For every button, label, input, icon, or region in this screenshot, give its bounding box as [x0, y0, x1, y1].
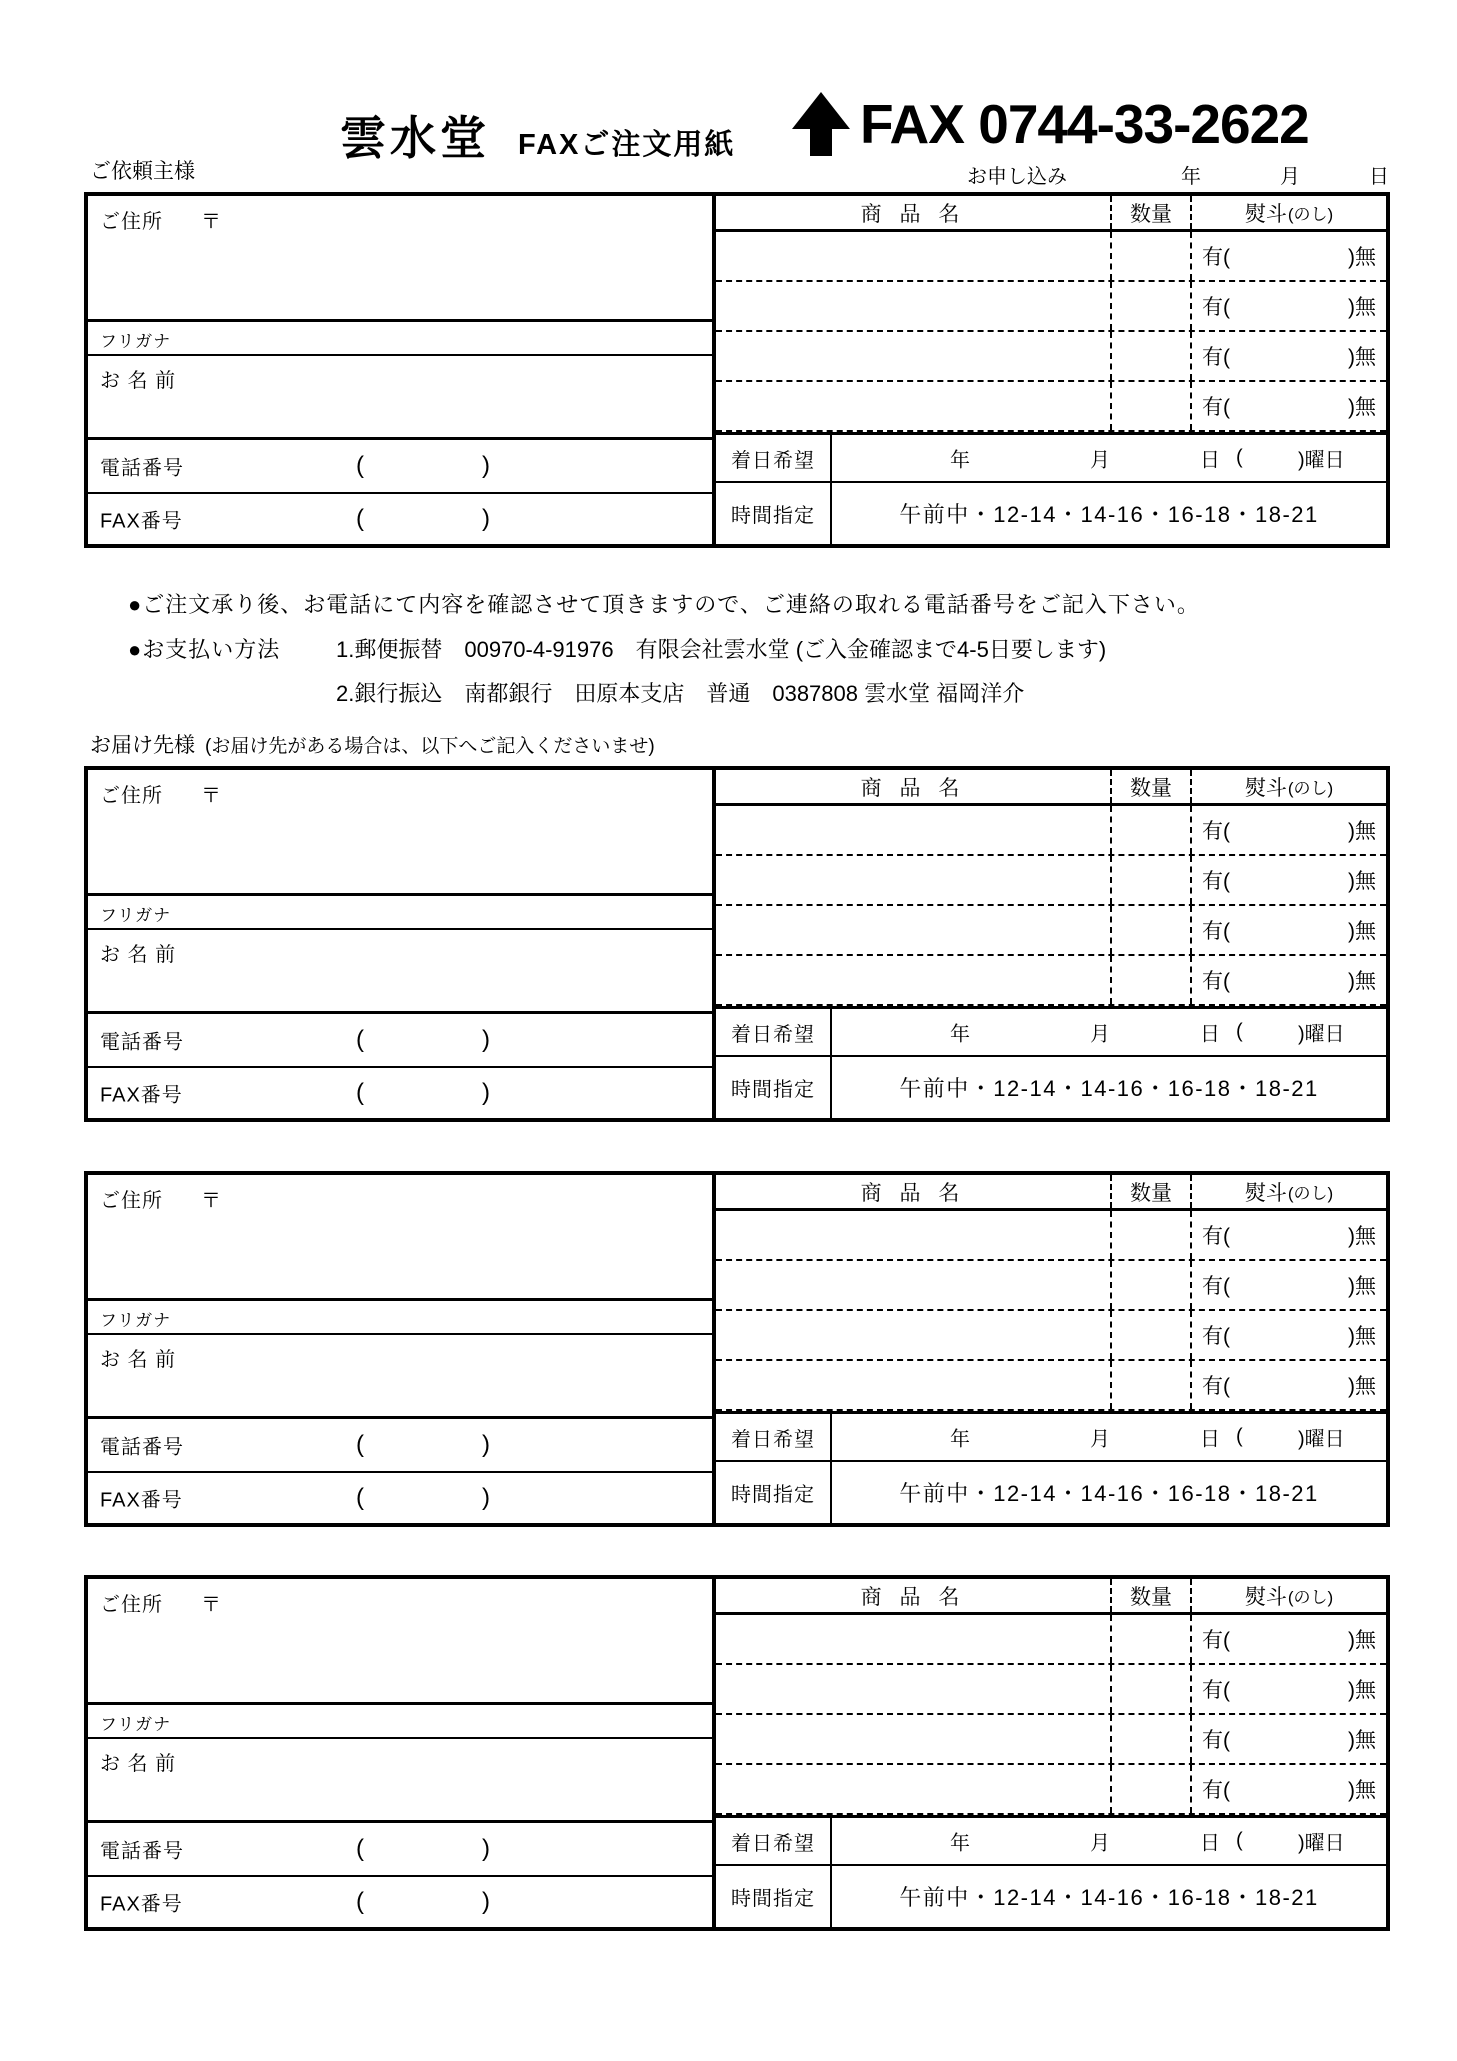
product-row [716, 1615, 1386, 1665]
arrival-month-unit: 月 [1090, 1832, 1110, 1855]
arrival-date-row [716, 1006, 1386, 1057]
product-row [716, 856, 1386, 906]
requester-section-label: ご依頼主様 [90, 160, 195, 183]
product-row [716, 1715, 1386, 1765]
noshi-yes-label: 有( [1202, 346, 1230, 369]
noshi-option-cell[interactable] [1192, 1261, 1386, 1309]
noshi-yes-label: 有( [1202, 1629, 1230, 1652]
customer-info-column [88, 1579, 712, 1927]
noshi-option-cell[interactable] [1192, 956, 1386, 1004]
fax-paren-close: ) [482, 505, 490, 532]
fax-cell[interactable] [88, 1068, 712, 1118]
product-name-cell[interactable] [716, 1261, 1112, 1309]
quantity-cell[interactable] [1112, 1715, 1192, 1763]
time-slot-row [716, 1462, 1386, 1523]
weekday-unit: )曜日 [1298, 1023, 1345, 1046]
weekday-paren-open: ( [1236, 1425, 1243, 1448]
address-cell[interactable] [88, 1579, 712, 1705]
product-row [716, 332, 1386, 382]
product-row [716, 1665, 1386, 1715]
product-name-cell[interactable] [716, 1615, 1112, 1663]
noshi-no-label: )無 [1348, 296, 1376, 319]
phone-label: 電話番号 [100, 457, 184, 480]
fax-label: FAX番号 [100, 1489, 183, 1512]
recipient-section-label: お届け先様 [90, 734, 195, 757]
product-row [716, 282, 1386, 332]
product-name-cell[interactable] [716, 806, 1112, 854]
fax-paren-open: ( [356, 1484, 364, 1511]
arrow-stem [810, 129, 832, 156]
weekday-unit: )曜日 [1298, 449, 1345, 472]
time-slot-label: 時間指定 [716, 1866, 832, 1927]
furigana-cell[interactable] [88, 1705, 712, 1739]
phone-paren-open: ( [356, 1431, 364, 1458]
fax-paren-close: ) [482, 1888, 490, 1915]
product-name-cell[interactable] [716, 1715, 1112, 1763]
product-row [716, 906, 1386, 956]
recipient-section-note: (お届け先がある場合は、以下へご記入くださいませ) [205, 736, 655, 757]
order-detail-column [712, 770, 1386, 1118]
postal-code-mark: 〒 [201, 1190, 221, 1212]
recipient-order-table-3 [84, 1575, 1390, 1931]
address-label: ご住所 [100, 1190, 163, 1212]
noshi-yes-label: 有( [1202, 246, 1230, 269]
product-row [716, 382, 1386, 432]
noshi-yes-label: 有( [1202, 970, 1230, 993]
product-name-cell[interactable] [716, 906, 1112, 954]
noshi-yes-label: 有( [1202, 920, 1230, 943]
phone-label: 電話番号 [100, 1436, 184, 1459]
noshi-option-cell[interactable] [1192, 1361, 1386, 1409]
quantity-cell[interactable] [1112, 1311, 1192, 1359]
noshi-option-cell[interactable] [1192, 332, 1386, 380]
name-cell[interactable] [88, 356, 712, 440]
confirmation-note: ●ご注文承り後、お電話にて内容を確認させて頂きますので、ご連絡の取れる電話番号をご記入下さい。 [128, 592, 1200, 617]
order-form-table [84, 192, 1390, 548]
product-name-cell[interactable] [716, 1311, 1112, 1359]
address-label: ご住所 [100, 211, 163, 233]
quantity-header: 数量 [1112, 196, 1192, 229]
quantity-header: 数量 [1112, 770, 1192, 803]
recipient-order-table-2 [84, 1171, 1390, 1527]
arrival-date-label: 着日希望 [716, 1009, 832, 1055]
product-name-cell[interactable] [716, 332, 1112, 380]
noshi-no-label: )無 [1348, 1275, 1376, 1298]
fax-number: FAX 0744-33-2622 [860, 93, 1309, 155]
product-name-cell[interactable] [716, 1665, 1112, 1713]
noshi-option-cell[interactable] [1192, 1665, 1386, 1713]
product-name-cell[interactable] [716, 856, 1112, 904]
noshi-option-cell[interactable] [1192, 1211, 1386, 1259]
noshi-yes-label: 有( [1202, 1679, 1230, 1702]
product-row [716, 1211, 1386, 1261]
order-detail-column [712, 1579, 1386, 1927]
apply-month-unit: 月 [1280, 166, 1300, 188]
noshi-yes-label: 有( [1202, 1225, 1230, 1248]
noshi-header-main: 熨斗 [1244, 776, 1287, 800]
arrival-day-unit: 日 [1200, 1023, 1220, 1046]
noshi-header-main: 熨斗 [1244, 1585, 1287, 1609]
noshi-yes-label: 有( [1202, 1375, 1230, 1398]
noshi-no-label: )無 [1348, 1779, 1376, 1802]
order-detail-column [712, 1175, 1386, 1523]
weekday-paren-open: ( [1236, 446, 1243, 469]
noshi-no-label: )無 [1348, 396, 1376, 419]
noshi-no-label: )無 [1348, 246, 1376, 269]
time-slot-label: 時間指定 [716, 1462, 832, 1523]
time-slot-label: 時間指定 [716, 483, 832, 544]
product-row [716, 956, 1386, 1006]
product-name-cell[interactable] [716, 282, 1112, 330]
arrival-date-row [716, 1815, 1386, 1866]
apply-day-unit: 日 [1369, 166, 1389, 188]
furigana-cell[interactable] [88, 896, 712, 930]
product-name-header: 商 品 名 [716, 1175, 1112, 1208]
noshi-yes-label: 有( [1202, 1325, 1230, 1348]
fax-paren-open: ( [356, 505, 364, 532]
name-cell[interactable] [88, 1739, 712, 1823]
noshi-yes-label: 有( [1202, 820, 1230, 843]
quantity-header: 数量 [1112, 1579, 1192, 1612]
phone-paren-open: ( [356, 1026, 364, 1053]
arrival-day-unit: 日 [1200, 1428, 1220, 1451]
arrival-date-label: 着日希望 [716, 1414, 832, 1460]
noshi-no-label: )無 [1348, 870, 1376, 893]
address-cell[interactable] [88, 196, 712, 322]
quantity-header: 数量 [1112, 1175, 1192, 1208]
noshi-yes-label: 有( [1202, 296, 1230, 319]
noshi-header-sub: (のし) [1287, 779, 1334, 798]
quantity-cell[interactable] [1112, 1665, 1192, 1713]
fax-cell[interactable] [88, 1877, 712, 1927]
product-row [716, 1765, 1386, 1815]
noshi-option-cell[interactable] [1192, 1311, 1386, 1359]
name-cell[interactable] [88, 1335, 712, 1419]
noshi-yes-label: 有( [1202, 1729, 1230, 1752]
weekday-unit: )曜日 [1298, 1832, 1345, 1855]
noshi-header-sub: (のし) [1287, 1184, 1334, 1203]
weekday-paren-open: ( [1236, 1829, 1243, 1852]
fax-cell[interactable] [88, 494, 712, 544]
product-row [716, 232, 1386, 282]
address-label: ご住所 [100, 1594, 163, 1616]
time-slot-label: 時間指定 [716, 1057, 832, 1118]
noshi-option-cell[interactable] [1192, 806, 1386, 854]
fax-paren-close: ) [482, 1484, 490, 1511]
fax-label: FAX番号 [100, 1084, 183, 1107]
name-label: お 名 前 [100, 944, 177, 966]
noshi-option-cell[interactable] [1192, 1615, 1386, 1663]
product-row [716, 806, 1386, 856]
noshi-option-cell[interactable] [1192, 232, 1386, 280]
fax-label: FAX番号 [100, 510, 183, 533]
phone-label: 電話番号 [100, 1840, 184, 1863]
order-form-table [84, 1575, 1390, 1931]
order-header-row [716, 196, 1386, 232]
noshi-no-label: )無 [1348, 1629, 1376, 1652]
address-label: ご住所 [100, 785, 163, 807]
phone-cell[interactable] [88, 440, 712, 494]
order-detail-column [712, 196, 1386, 544]
arrival-date-area[interactable] [832, 435, 1386, 481]
fax-label: FAX番号 [100, 1893, 183, 1916]
phone-cell[interactable] [88, 1419, 712, 1473]
phone-paren-open: ( [356, 1835, 364, 1862]
arrival-day-unit: 日 [1200, 1832, 1220, 1855]
apply-year-unit: 年 [1181, 166, 1201, 188]
noshi-no-label: )無 [1348, 1325, 1376, 1348]
noshi-header-sub: (のし) [1287, 1588, 1334, 1607]
noshi-no-label: )無 [1348, 1225, 1376, 1248]
phone-paren-close: ) [482, 1026, 490, 1053]
arrow-head [792, 92, 850, 129]
noshi-option-cell[interactable] [1192, 282, 1386, 330]
noshi-no-label: )無 [1348, 970, 1376, 993]
weekday-unit: )曜日 [1298, 1428, 1345, 1451]
fax-paren-open: ( [356, 1888, 364, 1915]
product-name-cell[interactable] [716, 382, 1112, 430]
noshi-no-label: )無 [1348, 1375, 1376, 1398]
furigana-cell[interactable] [88, 1301, 712, 1335]
arrival-year-unit: 年 [950, 1832, 970, 1855]
arrival-date-row [716, 432, 1386, 483]
name-label: お 名 前 [100, 370, 177, 392]
phone-paren-close: ) [482, 1835, 490, 1862]
quantity-cell[interactable] [1112, 856, 1192, 904]
noshi-yes-label: 有( [1202, 1275, 1230, 1298]
arrival-day-unit: 日 [1200, 449, 1220, 472]
fax-number-header [792, 92, 1309, 156]
application-date-line[interactable] [967, 160, 1390, 186]
product-row [716, 1311, 1386, 1361]
noshi-header [1192, 770, 1386, 803]
arrival-year-unit: 年 [950, 449, 970, 472]
phone-label: 電話番号 [100, 1031, 184, 1054]
name-label: お 名 前 [100, 1753, 177, 1775]
form-header [340, 102, 735, 168]
arrival-month-unit: 月 [1090, 449, 1110, 472]
order-header-row [716, 770, 1386, 806]
noshi-yes-label: 有( [1202, 396, 1230, 419]
recipient-section-header [90, 729, 655, 759]
noshi-option-cell[interactable] [1192, 382, 1386, 430]
product-row [716, 1361, 1386, 1411]
arrival-year-unit: 年 [950, 1428, 970, 1451]
order-header-row [716, 1175, 1386, 1211]
product-row [716, 1261, 1386, 1311]
address-cell[interactable] [88, 770, 712, 896]
address-cell[interactable] [88, 1175, 712, 1301]
furigana-cell[interactable] [88, 322, 712, 356]
form-title: FAXご注文用紙 [518, 129, 736, 161]
product-name-cell[interactable] [716, 1765, 1112, 1813]
arrival-month-unit: 月 [1090, 1428, 1110, 1451]
time-slot-options[interactable]: 午前中・12-14・14-16・16-18・18-21 [899, 1885, 1319, 1910]
quantity-cell[interactable] [1112, 906, 1192, 954]
phone-cell[interactable] [88, 1823, 712, 1877]
quantity-cell[interactable] [1112, 1261, 1192, 1309]
phone-paren-close: ) [482, 1431, 490, 1458]
noshi-yes-label: 有( [1202, 1779, 1230, 1802]
arrival-date-area[interactable] [832, 1414, 1386, 1460]
furigana-label: フリガナ [100, 906, 172, 925]
noshi-option-cell[interactable] [1192, 856, 1386, 904]
customer-info-column [88, 196, 712, 544]
noshi-no-label: )無 [1348, 1729, 1376, 1752]
noshi-no-label: )無 [1348, 346, 1376, 369]
quantity-cell[interactable] [1112, 1211, 1192, 1259]
product-name-header: 商 品 名 [716, 770, 1112, 803]
noshi-header-sub: (のし) [1287, 205, 1334, 224]
noshi-header-main: 熨斗 [1244, 202, 1287, 226]
time-slot-options[interactable]: 午前中・12-14・14-16・16-18・18-21 [899, 1076, 1319, 1101]
postal-code-mark: 〒 [201, 785, 221, 807]
arrival-date-area[interactable] [832, 1009, 1386, 1055]
arrival-year-unit: 年 [950, 1023, 970, 1046]
payment-method-label: ●お支払い方法 [128, 637, 281, 662]
time-slot-options[interactable]: 午前中・12-14・14-16・16-18・18-21 [899, 502, 1319, 527]
quantity-cell[interactable] [1112, 1615, 1192, 1663]
noshi-header [1192, 1175, 1386, 1208]
name-label: お 名 前 [100, 1349, 177, 1371]
quantity-cell[interactable] [1112, 232, 1192, 280]
weekday-paren-open: ( [1236, 1020, 1243, 1043]
fax-paren-open: ( [356, 1079, 364, 1106]
quantity-cell[interactable] [1112, 1765, 1192, 1813]
noshi-header [1192, 1579, 1386, 1612]
arrival-date-row [716, 1411, 1386, 1462]
phone-cell[interactable] [88, 1014, 712, 1068]
time-slot-row [716, 1866, 1386, 1927]
shop-name: 雲水堂 [340, 112, 490, 164]
noshi-no-label: )無 [1348, 820, 1376, 843]
customer-info-column [88, 770, 712, 1118]
noshi-option-cell[interactable] [1192, 1715, 1386, 1763]
payment-method-postal: 1.郵便振替 00970-4-91976 有限会社雲水堂 (ご入金確認まで4-5日要します) [336, 637, 1107, 662]
product-name-cell[interactable] [716, 1211, 1112, 1259]
noshi-yes-label: 有( [1202, 870, 1230, 893]
quantity-cell[interactable] [1112, 956, 1192, 1004]
payment-method-bank: 2.銀行振込 南都銀行 田原本支店 普通 0387808 雲水堂 福岡洋介 [336, 681, 1025, 706]
product-name-cell[interactable] [716, 232, 1112, 280]
order-header-row [716, 1579, 1386, 1615]
arrival-date-area[interactable] [832, 1818, 1386, 1864]
apply-label: お申し込み [967, 166, 1067, 188]
quantity-cell[interactable] [1112, 382, 1192, 430]
time-slot-options[interactable]: 午前中・12-14・14-16・16-18・18-21 [899, 1481, 1319, 1506]
fax-cell[interactable] [88, 1473, 712, 1523]
noshi-option-cell[interactable] [1192, 1765, 1386, 1813]
arrival-date-label: 着日希望 [716, 435, 832, 481]
quantity-cell[interactable] [1112, 1361, 1192, 1409]
arrival-date-label: 着日希望 [716, 1818, 832, 1864]
name-cell[interactable] [88, 930, 712, 1014]
furigana-label: フリガナ [100, 1715, 172, 1734]
order-form-table [84, 1171, 1390, 1527]
fax-paren-close: ) [482, 1079, 490, 1106]
postal-code-mark: 〒 [201, 211, 221, 233]
time-slot-row [716, 483, 1386, 544]
order-form-table [84, 766, 1390, 1122]
noshi-header-main: 熨斗 [1244, 1181, 1287, 1205]
noshi-no-label: )無 [1348, 1679, 1376, 1702]
time-slot-row [716, 1057, 1386, 1118]
requester-order-table [84, 192, 1390, 548]
recipient-order-table-1 [84, 766, 1390, 1122]
noshi-header [1192, 196, 1386, 229]
customer-info-column [88, 1175, 712, 1523]
furigana-label: フリガナ [100, 332, 172, 351]
product-name-cell[interactable] [716, 956, 1112, 1004]
phone-paren-open: ( [356, 452, 364, 479]
product-name-header: 商 品 名 [716, 196, 1112, 229]
phone-paren-close: ) [482, 452, 490, 479]
quantity-cell[interactable] [1112, 332, 1192, 380]
postal-code-mark: 〒 [201, 1594, 221, 1616]
up-arrow-icon [792, 92, 850, 156]
noshi-no-label: )無 [1348, 920, 1376, 943]
arrival-month-unit: 月 [1090, 1023, 1110, 1046]
furigana-label: フリガナ [100, 1311, 172, 1330]
quantity-cell[interactable] [1112, 282, 1192, 330]
noshi-option-cell[interactable] [1192, 906, 1386, 954]
product-name-header: 商 品 名 [716, 1579, 1112, 1612]
quantity-cell[interactable] [1112, 806, 1192, 854]
product-name-cell[interactable] [716, 1361, 1112, 1409]
